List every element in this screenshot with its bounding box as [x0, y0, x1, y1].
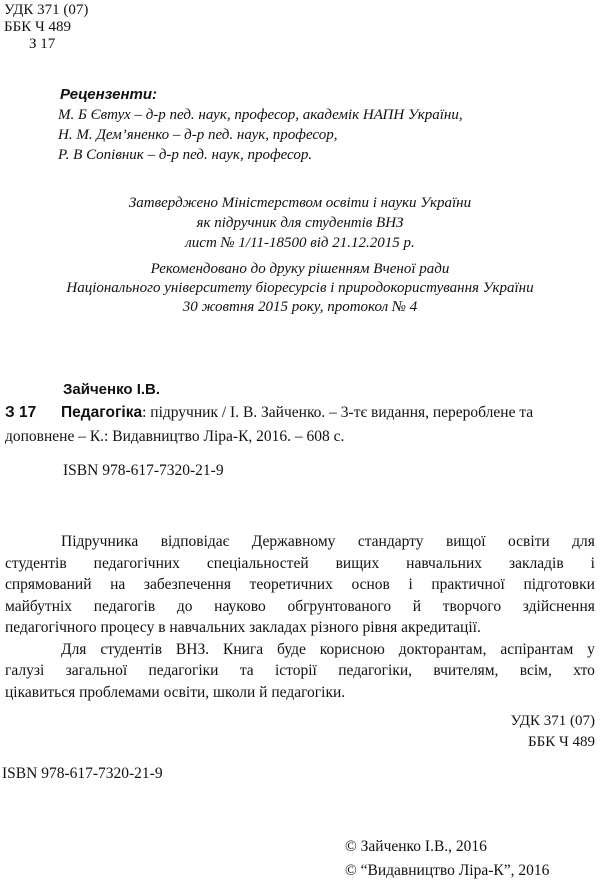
description-line: доповнене – К.: Видавництво Ліра-К, 2016. – 608 с. [5, 428, 345, 445]
isbn-bottom: ISBN 978-617-7320-21-9 [2, 765, 163, 782]
bibliographic-description [5, 401, 595, 449]
annotation-line: спрямований на забезпечення теоретичних основ і практичної підготовки [5, 576, 595, 593]
reviewers-heading: Рецензенти: [60, 86, 158, 103]
recommendation-line: Рекомендовано до друку рішенням Вченої ради [150, 261, 450, 277]
author-sign: З 17 [29, 36, 56, 52]
annotation [5, 531, 595, 703]
approval-note [0, 193, 600, 253]
copyright-block [345, 835, 549, 883]
annotation-line: студентів педагогічних спеціальностей вищих навчальних закладів і [5, 554, 595, 572]
reviewer-item: Р. В Сопівник – д-р пед. наук, професор. [58, 147, 313, 163]
recommendation-line: 30 жовтня 2015 року, протокол № 4 [182, 299, 418, 315]
annotation-line: цікавиться проблемами освіти, школи й педагогіки. [5, 683, 346, 701]
classification-codes [4, 2, 88, 53]
reviewer-item: Н. М. Дем’яненко – д-р пед. наук, професор, [58, 127, 338, 143]
copyright-publisher: © “Видавництво Ліра-К”, 2016 [345, 862, 550, 879]
description-line: : підручник / І. В. Зайченко. – 3-тє видання, перероблене та [142, 404, 534, 421]
udk-code: УДК 371 (07) [510, 713, 595, 729]
bbk-code: ББК Ч 489 [4, 19, 71, 35]
author-sign-code: З 17 [5, 404, 37, 421]
author-name: Зайченко І.В. [63, 381, 161, 398]
reviewers-list [58, 105, 463, 165]
annotation-line: педагогічного процесу в навчальних закладах різного рівня акредитації. [5, 619, 481, 636]
copyright-author: © Зайченко І.В., 2016 [345, 838, 487, 855]
reviewer-item: М. Б Євтух – д-р пед. наук, професор, академік НАПН України, [58, 107, 463, 123]
annotation-line: галузі загальної педагогіки та історії педагогіки, вчителям, всім, хто [5, 662, 595, 679]
recommendation-note [0, 260, 600, 317]
udk-code: УДК 371 (07) [4, 2, 89, 18]
annotation-line: майбутніх педагогів до науково обгрунтованого й творчого здійснення [5, 597, 595, 615]
approval-line: Затверджено Міністерством освіти і науки України [128, 195, 472, 211]
approval-line: лист № 1/11-18500 від 21.12.2015 р. [185, 235, 415, 251]
approval-line: як підручник для студентів ВНЗ [196, 215, 404, 231]
isbn: ISBN 978-617-7320-21-9 [63, 462, 224, 479]
recommendation-line: Національного університету біоресурсів і природокористування України [66, 280, 534, 296]
bbk-code: ББК Ч 489 [528, 734, 595, 750]
classification-codes-bottom [511, 711, 595, 753]
book-title: Педагогіка [61, 404, 143, 421]
annotation-line: Підручника відповідає Державному стандарту вищої освіти для [61, 533, 595, 550]
annotation-line: Для студентів ВНЗ. Книга буде корисною докторантам, аспірантам у [61, 640, 595, 658]
